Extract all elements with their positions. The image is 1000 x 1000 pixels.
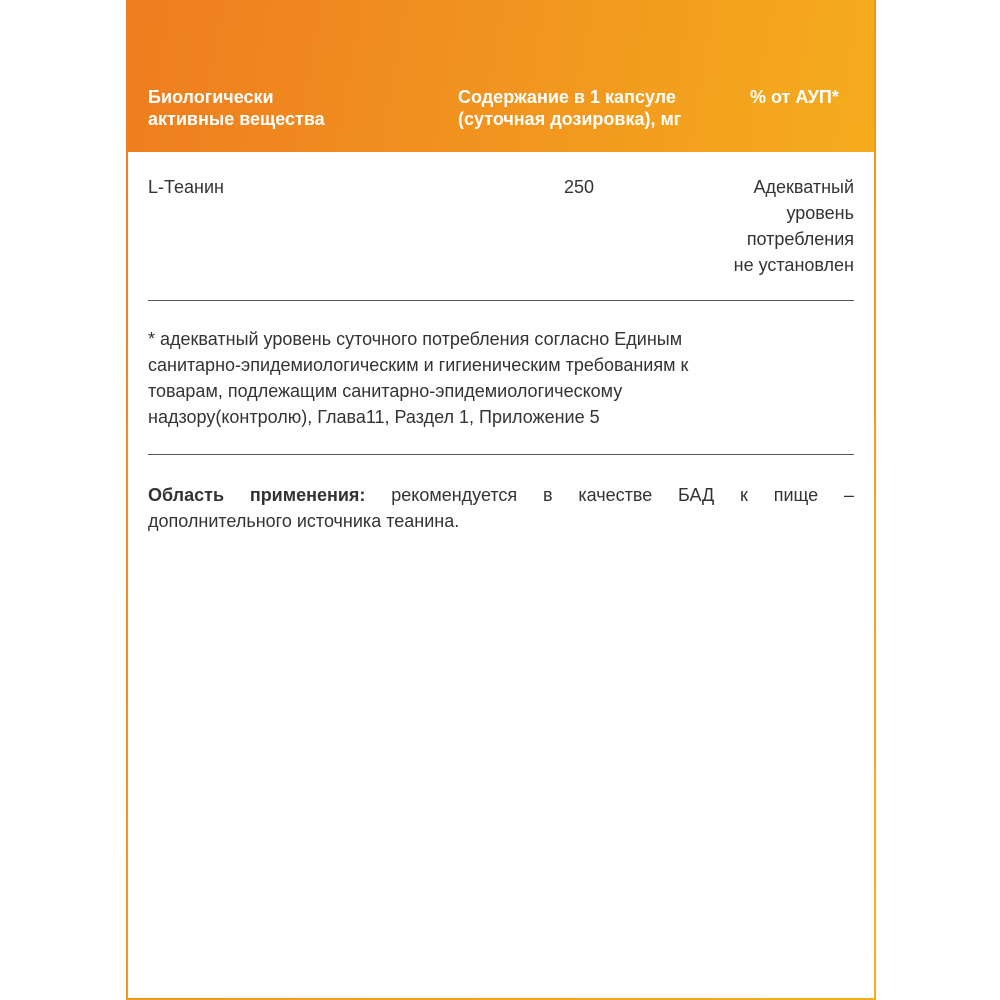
divider [148,300,854,301]
table-header [128,0,874,152]
usage-label: Область применения: [148,485,366,505]
substance-aup [734,174,854,278]
header-aup-line: % от АУП* [750,87,839,107]
substance-amount: 250 [564,177,595,197]
header-substances-line: Биологически [148,87,274,107]
divider [148,454,854,455]
header-content [458,86,728,130]
table-body [128,152,874,998]
aup-line: не установлен [733,255,854,275]
substance-name: L-Теанин [148,177,224,197]
usage-line-2: дополнительного источника теанина. [148,511,460,531]
footnote [148,326,854,430]
footnote-line: санитарно-эпидемиологическим и гигиеническим требованиям к [148,355,689,375]
footnote-line: надзору(контролю), Глава11, Раздел 1, Приложение 5 [148,407,600,427]
usage-line [148,482,854,508]
aup-line: Адекватный [753,177,854,197]
footnote-line: * адекватный уровень суточного потребления согласно Единым [148,329,683,349]
header-aup [750,86,860,108]
usage-section [148,482,854,534]
table-row [128,174,874,294]
header-content-line: Содержание в 1 капсуле [458,87,676,107]
usage-text: рекомендуется в качестве БАД к пище – [391,485,854,505]
label-frame [126,0,876,1000]
header-content-line: (суточная дозировка), мг [458,109,682,129]
header-substances [148,86,388,130]
aup-line: потребления [746,229,854,249]
footnote-line: товарам, подлежащим санитарно-эпидемиологическому [148,381,623,401]
label-inner [128,0,874,998]
aup-line: уровень [786,203,854,223]
header-substances-line: активные вещества [148,109,325,129]
